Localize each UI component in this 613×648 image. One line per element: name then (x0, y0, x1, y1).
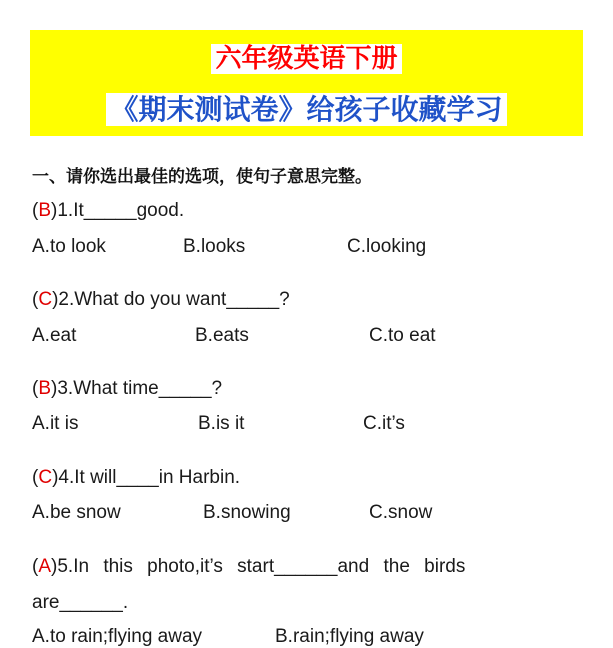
option-2c: C.to eat (369, 325, 436, 346)
answer-4: C (38, 467, 53, 488)
question-4: (C)4.It will____in Harbin. (32, 467, 241, 488)
title-banner (30, 30, 583, 136)
option-3c: C.it’s (363, 413, 405, 434)
document-subtitle: 《期末测试卷》给孩子收藏学习 (30, 88, 583, 128)
answer-3: B (38, 378, 52, 399)
answer-2: C (38, 289, 53, 310)
option-3b: B.is it (198, 413, 245, 434)
option-4b: B.snowing (203, 502, 291, 523)
option-4c: C.snow (369, 502, 433, 523)
question-5: (A)5.In this photo,it’s start______and the birds (32, 556, 466, 577)
answer-5: A (38, 556, 52, 577)
question-4-stem: 4.It will____in Harbin. (58, 467, 241, 488)
question-2: (C)2.What do you want_____? (32, 289, 290, 310)
option-1a: A.to look (32, 236, 106, 257)
option-1b: B.looks (183, 236, 246, 257)
option-1c: C.looking (347, 236, 427, 257)
question-1: (B)1.It_____good. (32, 200, 185, 221)
option-5b: B.rain;flying away (275, 626, 424, 647)
answer-1: B (38, 200, 52, 221)
document-title: 六年级英语下册 (30, 38, 583, 75)
option-3a: A.it is (32, 413, 79, 434)
question-2-stem: 2.What do you want_____? (58, 289, 290, 310)
question-1-stem: 1.It_____good. (57, 200, 185, 221)
option-5a: A.to rain;flying away (32, 626, 203, 647)
question-3: (B)3.What time_____? (32, 378, 223, 399)
option-2b: B.eats (195, 325, 249, 346)
question-3-stem: 3.What time_____? (57, 378, 223, 399)
option-4a: A.be snow (32, 502, 121, 523)
section-heading: 一、请你选出最佳的选项，使句子意思完整。 (32, 167, 372, 187)
option-2a: A.eat (32, 325, 77, 346)
question-5-stem: 5.In this photo,it’s start______and the birds (57, 556, 466, 577)
question-5-continued: are______. (32, 592, 129, 613)
